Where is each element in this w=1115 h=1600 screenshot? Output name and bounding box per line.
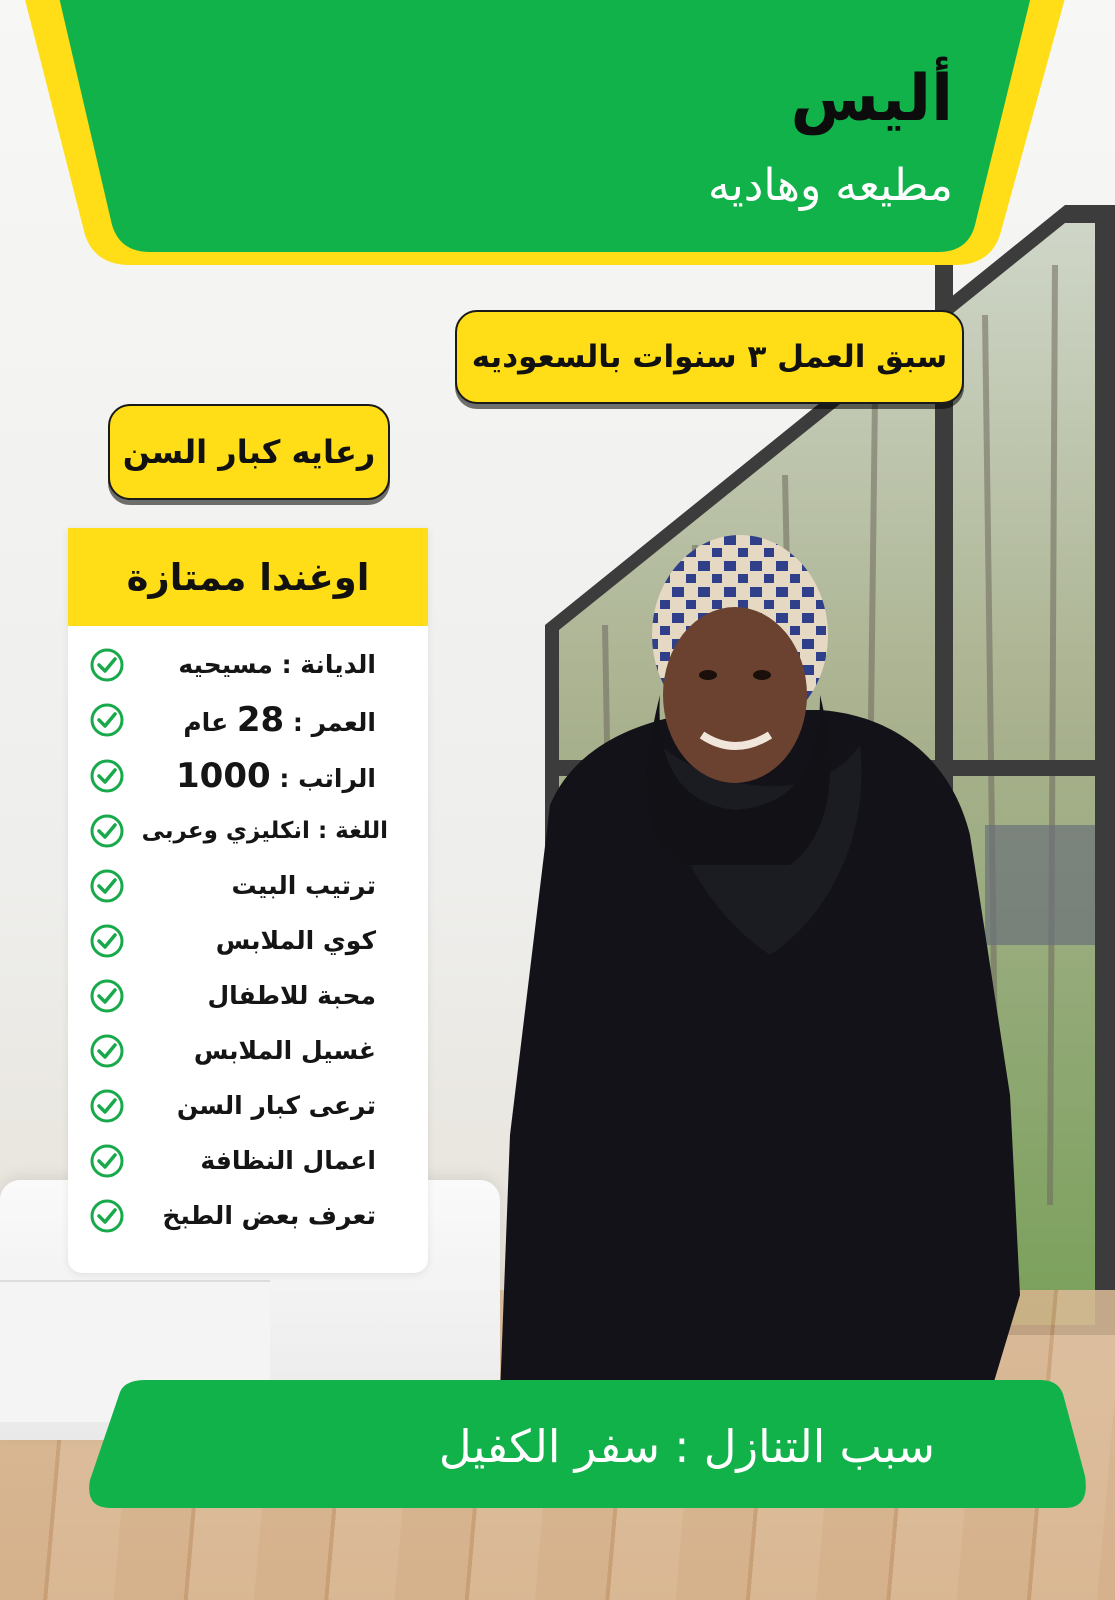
skill-row: [68, 864, 428, 908]
check-icon: [90, 924, 124, 958]
skill-text: ترعى كبار السن: [176, 1091, 376, 1120]
skill-text: ترتيب البيت: [231, 871, 376, 900]
check-icon: [90, 759, 124, 793]
worker-photo: [490, 535, 1050, 1395]
skill-text: اعمال النظافة: [200, 1146, 376, 1175]
check-icon: [90, 1199, 124, 1233]
skill-text: كوي الملابس: [215, 926, 376, 955]
salary-row: [68, 754, 428, 798]
worker-traits: مطيعه وهاديه: [707, 160, 953, 211]
skill-text: محبة للاطفال: [207, 981, 376, 1010]
experience-badge: سبق العمل ٣ سنوات بالسعوديه: [455, 310, 964, 404]
religion-row: [68, 643, 428, 687]
skill-text: تعرف بعض الطبخ: [162, 1201, 376, 1230]
check-icon: [90, 869, 124, 903]
skill-row: [68, 1029, 428, 1073]
check-icon: [90, 1144, 124, 1178]
skill-row: [68, 1194, 428, 1238]
check-icon: [90, 814, 124, 848]
transfer-reason: سبب التنازل : سفر الكفيل: [438, 1420, 935, 1473]
skill-row: [68, 974, 428, 1018]
language-row: [68, 809, 428, 853]
age-row: [68, 698, 428, 742]
check-icon: [90, 979, 124, 1013]
skill-text: غسيل الملابس: [193, 1036, 376, 1065]
check-icon: [90, 703, 124, 737]
skill-row: [68, 1139, 428, 1183]
check-icon: [90, 1034, 124, 1068]
age-text: العمر : 28 عام: [183, 700, 376, 740]
elder-care-badge: رعايه كبار السن: [108, 404, 390, 500]
info-card: [68, 528, 428, 1273]
check-icon: [90, 1089, 124, 1123]
nationality-title: اوغندا ممتازة: [68, 528, 428, 626]
skill-row: [68, 1084, 428, 1128]
salary-text: الراتب : 1000: [176, 756, 376, 796]
check-icon: [90, 648, 124, 682]
language-text: اللغة : انكليزي وعربى: [141, 818, 388, 844]
skill-row: [68, 919, 428, 963]
religion-text: الديانة : مسيحيه: [178, 650, 376, 679]
worker-name: أليس: [790, 62, 953, 136]
